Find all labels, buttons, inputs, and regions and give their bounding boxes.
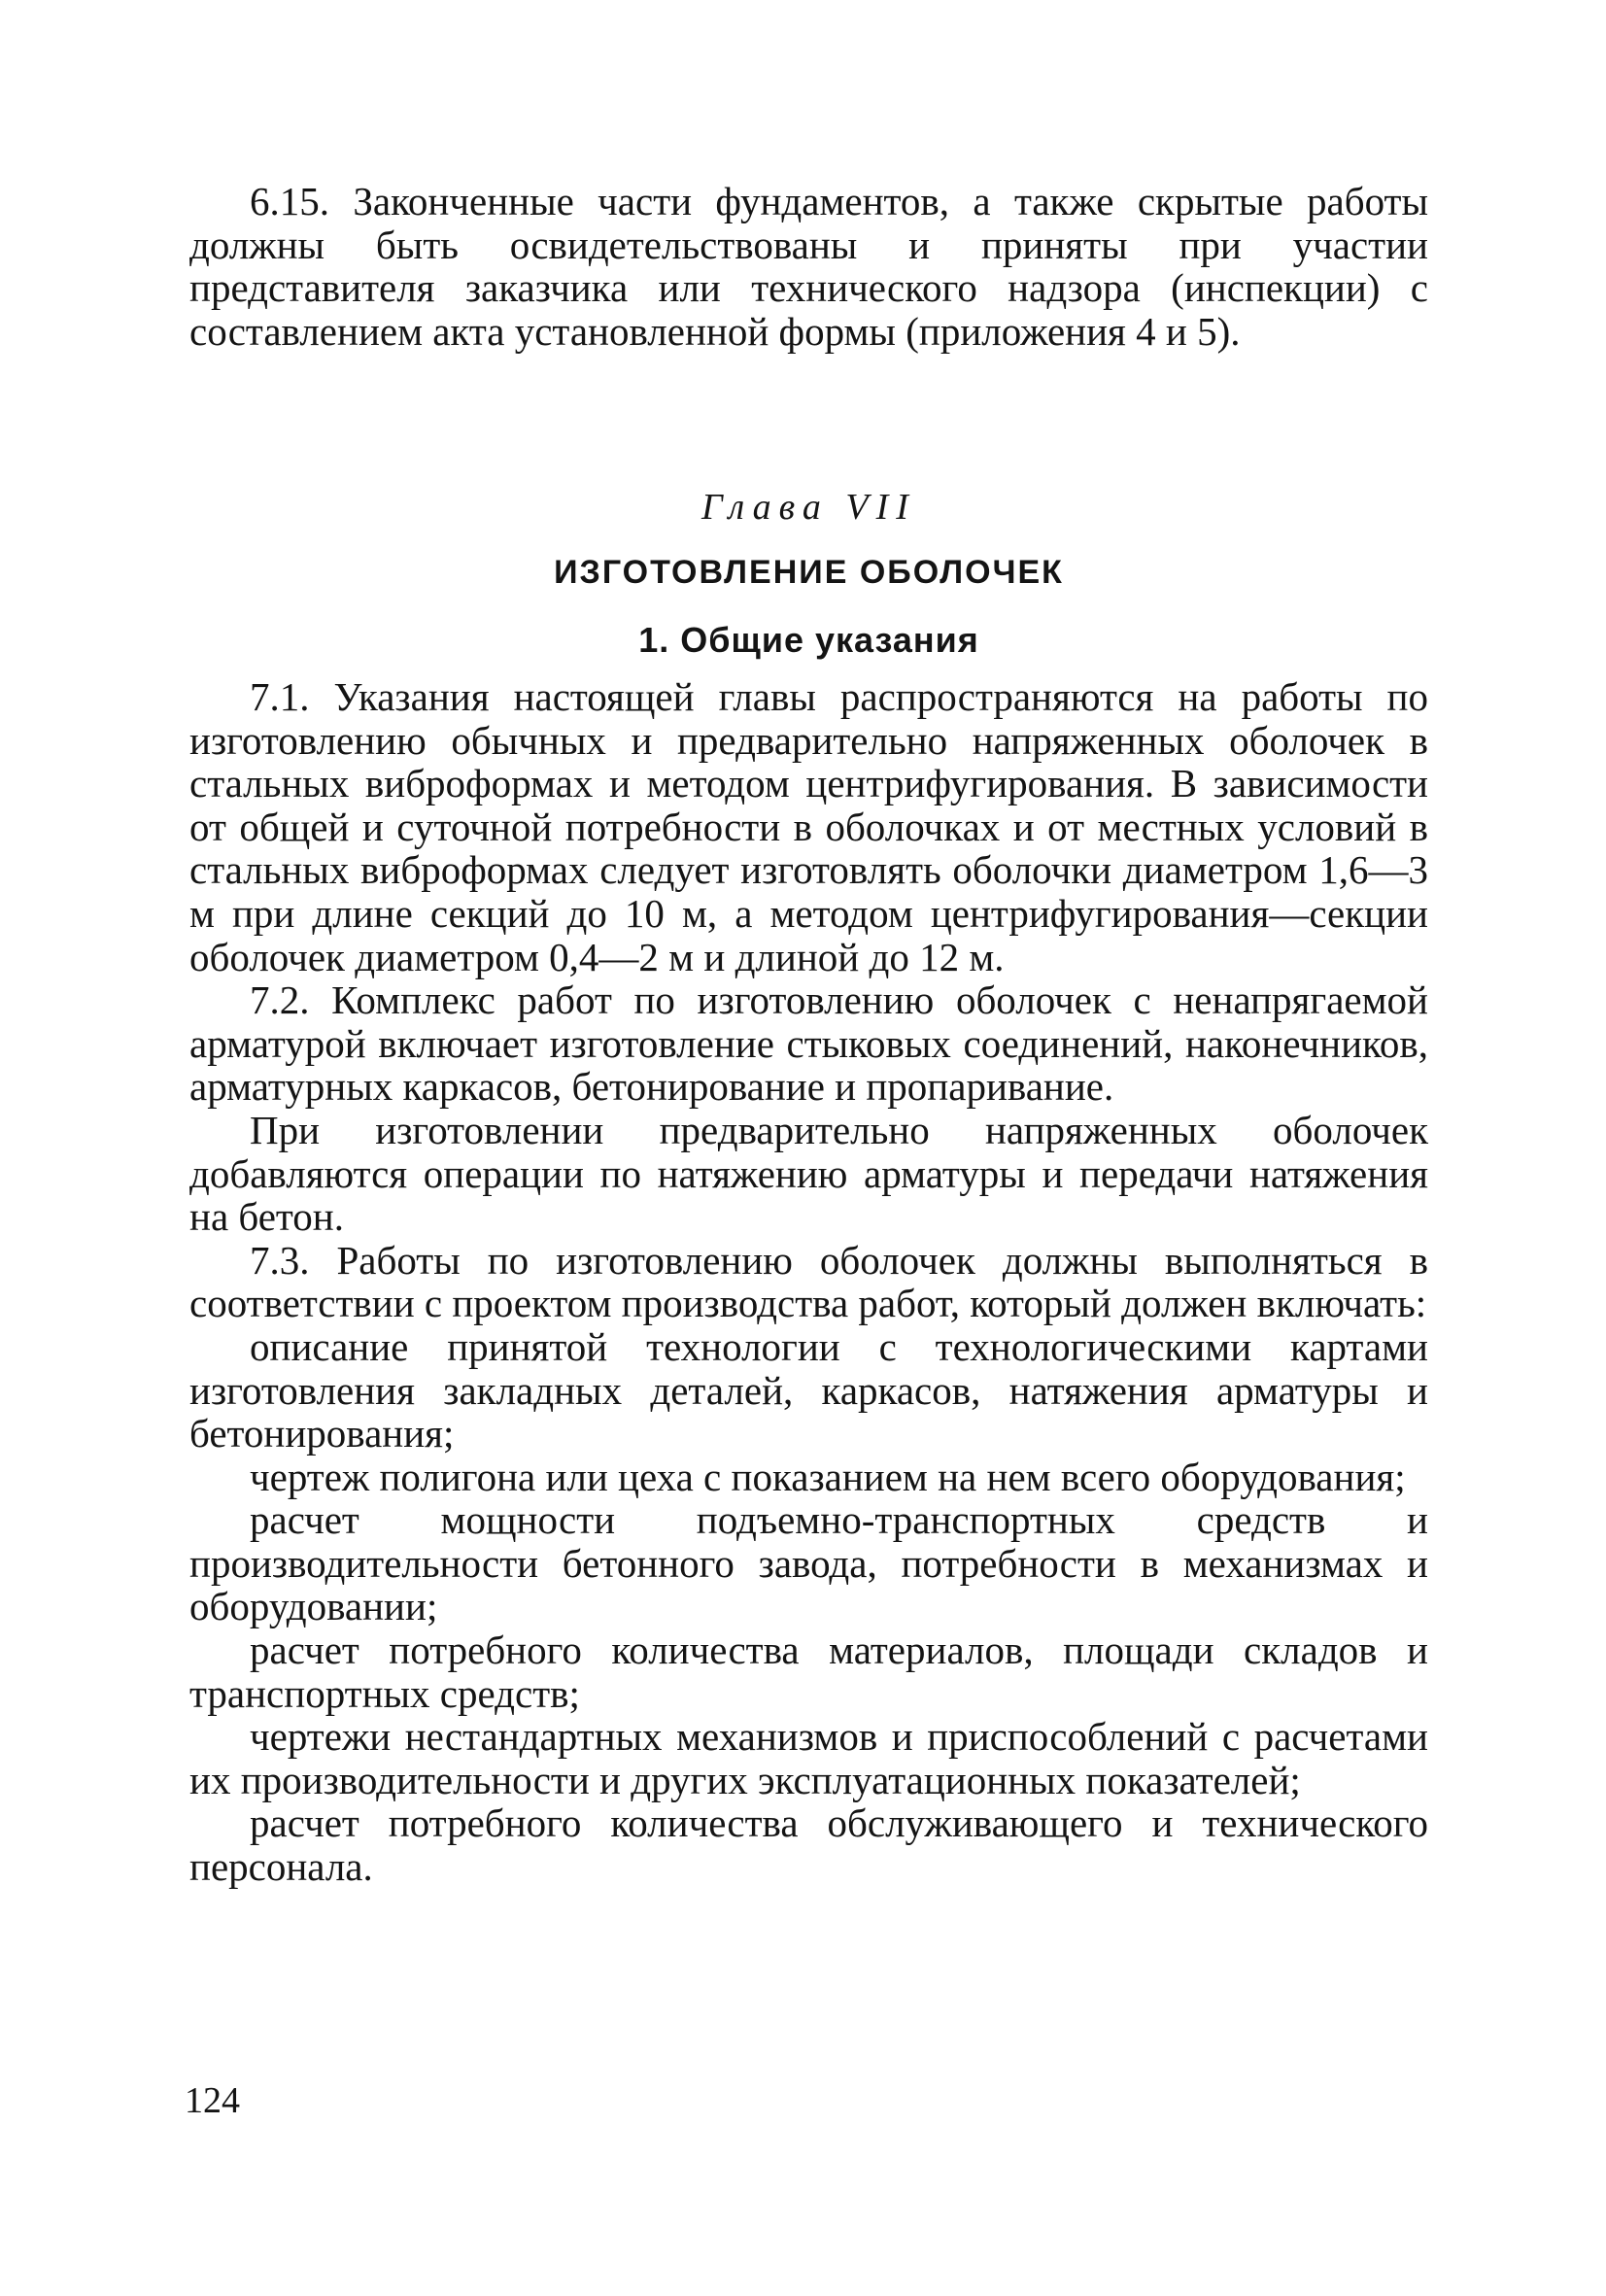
list-item: расчет мощности подъемно-транспортных средств и производительности бетонного завода, потребности в механизмах и оборудовании;	[189, 1497, 1428, 1629]
paragraph-7-2: 7.2. Комплекс работ по изготовлению оболочек с ненапрягаемой арматурой включает изготовление стыковых соединений, наконечников, арматурных каркасов, бетонирование и пропаривание.	[189, 977, 1428, 1110]
intro-block	[189, 180, 1428, 353]
paragraph-7-1: 7.1. Указания настоящей главы распространяются на работы по изготовлению обычных и предварительно напряженных оболочек в стальных виброформах и методом центрифугирования. В зависимости от общей и суточной потребности в оболочках и от местных условий в стальных виброформах следует изготовлять оболочки диаметром 1,6—3 м при длине секций до 10 м, а методом центрифугирования—секции оболочек диаметром 0,4—2 м и длиной до 12 м.	[189, 674, 1428, 979]
paragraph-7-3: 7.3. Работы по изготовлению оболочек должны выполняться в соответствии с проектом производства работ, который должен включать:	[189, 1237, 1428, 1326]
list-item: расчет потребного количества материалов, площади складов и транспортных средств;	[189, 1628, 1428, 1716]
chapter-label: Глава VII	[701, 487, 916, 528]
list-item: чертежи нестандартных механизмов и приспособлений с расчетами их производительности и других эксплуатационных показателей;	[189, 1714, 1428, 1802]
list-item: расчет потребного количества обслуживающего и технического персонала.	[189, 1800, 1428, 1890]
list-item: описание принятой технологии с технологическими картами изготовления закладных деталей, каркасов, натяжения арматуры и бетонирования;	[189, 1323, 1428, 1456]
paragraph-6-15: 6.15. Законченные части фундаментов, а также скрытые работы должны быть освидетельствованы и приняты при участии представителя заказчика или технического надзора (инспекции) с составлением акта установленной формы (приложения 4 и 5).	[189, 179, 1428, 354]
paragraph-prestressed: При изготовлении предварительно напряженных оболочек добавляются операции по натяжению арматуры и передачи натяжения на бетон.	[189, 1107, 1428, 1240]
list-item: чертеж полигона или цеха с показанием на нем всего оборудования;	[250, 1454, 1406, 1499]
page-number: 124	[185, 2080, 240, 2121]
section-title: 1. Общие указания	[638, 620, 979, 660]
main-text	[189, 675, 1428, 1889]
chapter-title: ИЗГОТОВЛЕНИЕ ОБОЛОЧЕК	[554, 554, 1064, 591]
